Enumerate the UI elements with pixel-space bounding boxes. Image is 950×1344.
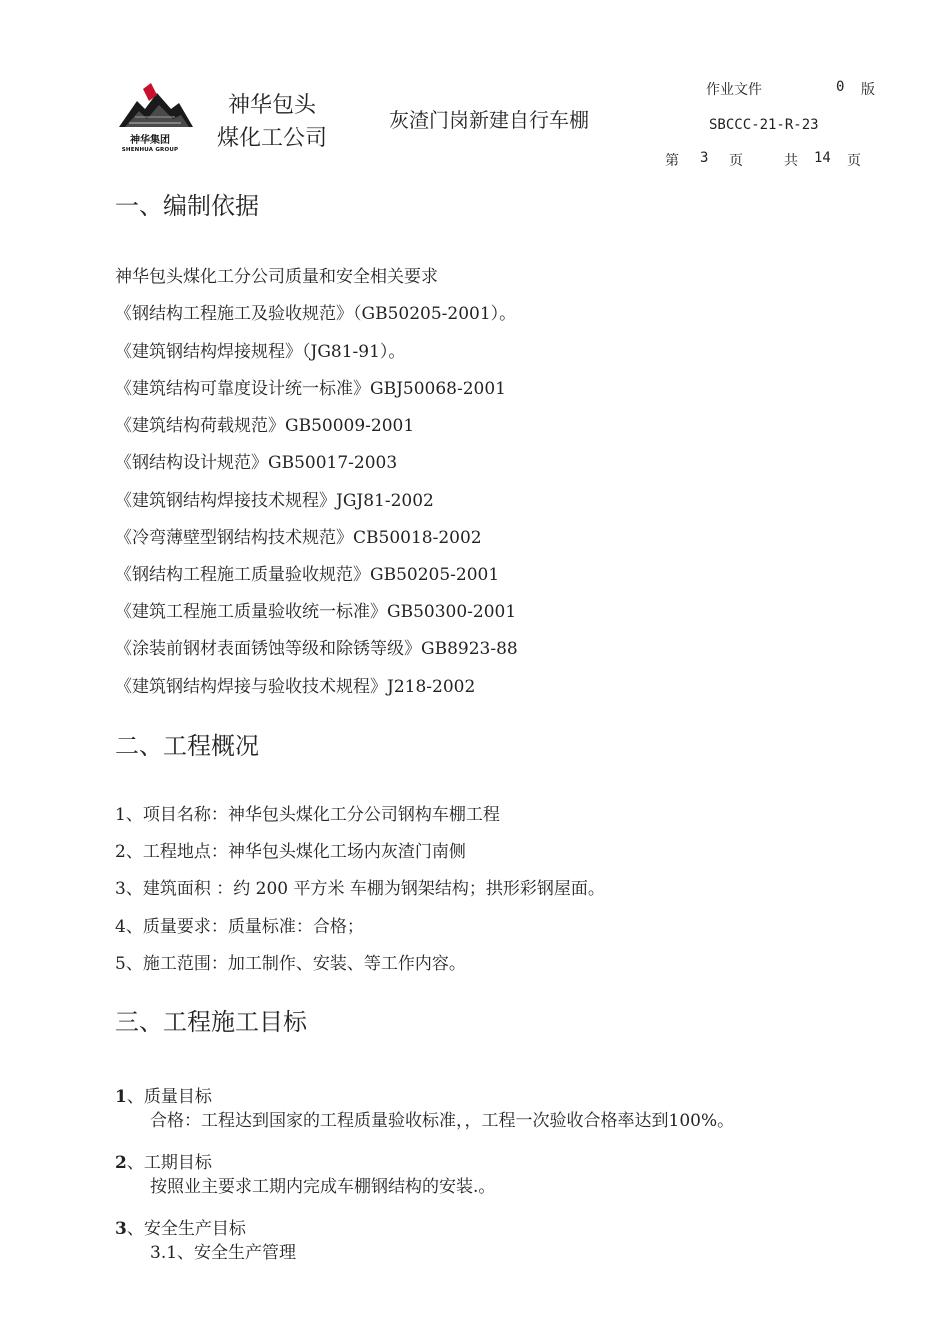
basis-item: 《钢结构设计规范》GB50017-2003 xyxy=(115,453,398,473)
overview-item: 1、项目名称：神华包头煤化工分公司钢构车棚工程 xyxy=(115,805,500,825)
section-heading-overview: 二、工程概况 xyxy=(115,732,259,760)
goal-safety-title xyxy=(115,1214,246,1239)
logo-text-en: SHENHUA GROUP xyxy=(121,147,179,153)
goal-quality-text: 合格：工程达到国家的工程质量验收标准，，工程一次验收合格率达到100%。 xyxy=(150,1111,735,1131)
basis-item: 《建筑工程施工质量验收统一标准》GB50300-2001 xyxy=(115,602,517,622)
shenhua-logo-icon xyxy=(115,79,195,131)
goal-number: 2 xyxy=(115,1153,127,1173)
company-name-line1: 神华包头 xyxy=(228,93,317,118)
page-number: 3 xyxy=(700,150,709,166)
overview-item: 2、工程地点：神华包头煤化工场内灰渣门南侧 xyxy=(115,842,466,862)
company-logo xyxy=(115,79,195,159)
goal-schedule-title xyxy=(115,1148,212,1173)
basis-item: 《建筑钢结构焊接技术规程》JGJ81-2002 xyxy=(115,491,434,511)
basis-item: 《冷弯薄壁型钢结构技术规范》CB50018-2002 xyxy=(115,528,482,548)
version-label: 版 xyxy=(861,82,875,98)
section-heading-basis: 一、编制依据 xyxy=(115,192,259,220)
goal-number: 1 xyxy=(115,1087,127,1107)
goal-quality-title xyxy=(115,1082,212,1107)
basis-item: 《钢结构工程施工质量验收规范》GB50205-2001 xyxy=(115,565,500,585)
goal-title: 、安全生产目标 xyxy=(126,1219,246,1239)
doc-type: 作业文件 xyxy=(706,82,762,98)
basis-item: 《建筑钢结构焊接规程》（JG81-91）。 xyxy=(115,342,406,362)
section-heading-targets: 三、工程施工目标 xyxy=(115,1008,307,1036)
doc-code: SBCCC-21-R-23 xyxy=(709,117,819,133)
total-unit: 页 xyxy=(847,153,861,169)
goal-title: 、工期目标 xyxy=(126,1153,212,1173)
goal-title: 、质量目标 xyxy=(126,1087,212,1107)
basis-item: 神华包头煤化工分公司质量和安全相关要求 xyxy=(115,267,438,287)
goal-schedule-text: 按照业主要求工期内完成车棚钢结构的安装.。 xyxy=(150,1177,496,1197)
basis-item: 《钢结构工程施工及验收规范》（GB50205-2001）。 xyxy=(115,304,517,324)
goal-number: 3 xyxy=(115,1219,127,1239)
overview-item: 3、建筑面积 ：约 200 平方米 车棚为钢架结构；拱形彩钢屋面。 xyxy=(115,879,605,899)
overview-item: 4、质量要求：质量标准：合格； xyxy=(115,917,364,937)
document-title: 灰渣门岗新建自行车棚 xyxy=(389,108,589,132)
company-name-line2: 煤化工公司 xyxy=(217,126,328,151)
basis-item: 《建筑结构荷载规范》GB50009-2001 xyxy=(115,416,415,436)
page-unit: 页 xyxy=(729,153,743,169)
basis-item: 《建筑钢结构焊接与验收技术规程》J218-2002 xyxy=(115,677,476,697)
overview-item: 5、施工范围：加工制作、安装、等工作内容。 xyxy=(115,954,466,974)
basis-item: 《建筑结构可靠度设计统一标准》GBJ50068-2001 xyxy=(115,379,506,399)
logo-text-cn: 神华集团 xyxy=(130,135,170,146)
version-number: 0 xyxy=(836,79,845,95)
total-prefix: 共 xyxy=(784,153,798,169)
goal-safety-sub: 3.1、安全生产管理 xyxy=(150,1243,297,1263)
page-prefix: 第 xyxy=(665,153,679,169)
basis-item: 《涂装前钢材表面锈蚀等级和除锈等级》GB8923-88 xyxy=(115,639,518,659)
total-pages: 14 xyxy=(814,150,831,166)
